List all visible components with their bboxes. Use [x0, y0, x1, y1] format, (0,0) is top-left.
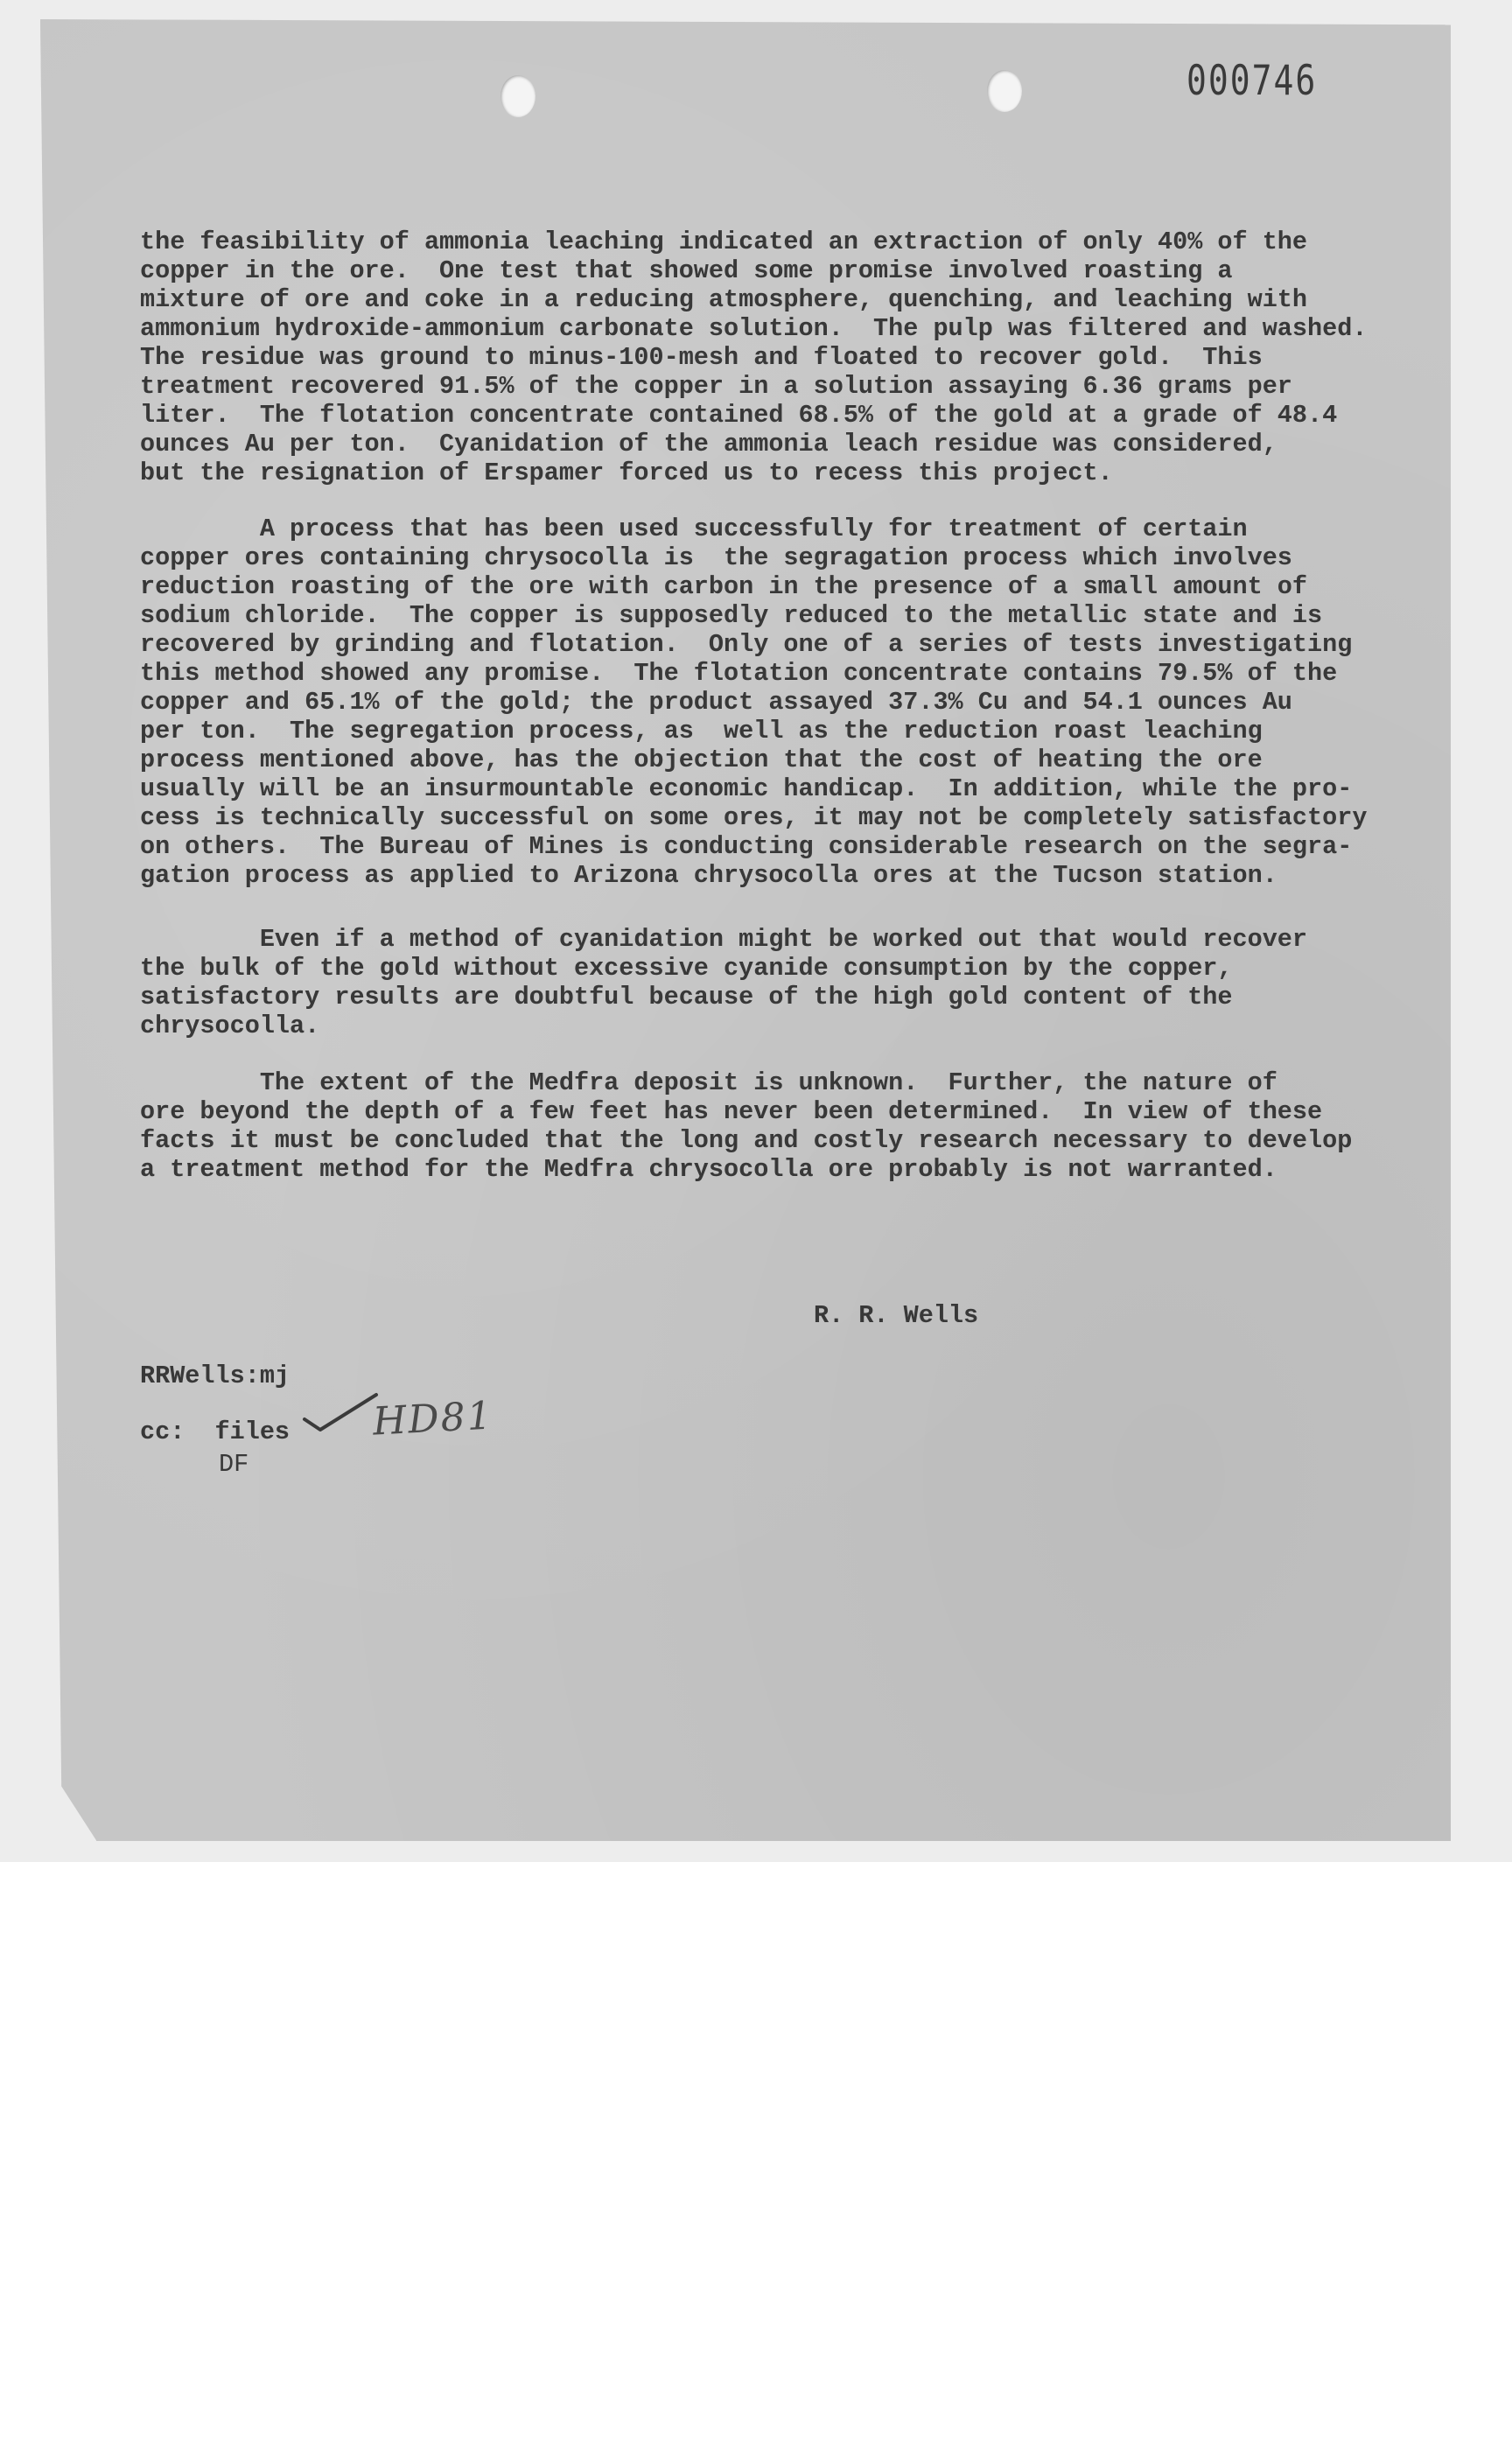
paragraph-3: Even if a method of cyanidation might be worked out that would recover the bulk of the gold without excessive cyanide consumption by the copper, satisfactory results are doubtful because of the high gold content of the chrysocolla. — [140, 925, 1308, 1040]
distribution-line: DF — [219, 1450, 249, 1479]
typist-initials: RRWells:mj — [140, 1362, 290, 1390]
cc-line: cc: files — [140, 1418, 290, 1446]
punch-hole — [500, 75, 536, 117]
paragraph-1: the feasibility of ammonia leaching indicated an extraction of only 40% of the copper in the ore. One test that showed some promise involved roasting a mixture of ore and coke in a reducing atmosphere, quenching, and leaching with ammonium hydroxide-ammonium carbonate solution. The pulp was filtered and washed. The residue was ground to minus-100-mesh and floated to recover gold. This treatment recovered 91.5% of the copper in a solution assaying 6.36 grams per liter. The flotation concentrate contained 68.5% of the gold at a grade of 48.4 ounces Au per ton. Cyanidation of the ammonia leach residue was considered, but the resignation of Erspamer forced us to recess this project. — [140, 228, 1368, 487]
handwritten-note: HD81 — [371, 1393, 494, 1445]
punch-hole — [987, 70, 1022, 112]
signature: R. R. Wells — [814, 1301, 979, 1330]
page-number: 000746 — [1186, 56, 1318, 104]
check-mark-icon — [301, 1390, 380, 1435]
paragraph-4: The extent of the Medfra deposit is unknown. Further, the nature of ore beyond the depth of a few feet has never been determined. In view of these facts it must be concluded that the long and costly research necessary to develop a treatment method for the Medfra chrysocolla ore probably is not warranted. — [140, 1068, 1353, 1184]
paragraph-2: A process that has been used successfully for treatment of certain copper ores containing chrysocolla is the segragation process which involves reduction roasting of the ore with carbon in the presence of a small amount of sodium chloride. The copper is supposedly reduced to the metallic state and is recovered by grinding and flotation. Only one of a series of tests investigating this method showed any promise. The flotation concentrate contains 79.5% of the copper and 65.1% of the gold; the product assayed 37.3% Cu and 54.1 ounces Au per ton. The segregation process, as well as the reduction roast leaching process mentioned above, has the objection that the cost of heating the ore usually will be an insurmountable economic handicap. In addition, while the pro- cess is technically successful on some ores, it may not be completely satisfactory on others. The Bureau of Mines is conducting considerable research on the segra- gation process as applied to Arizona chrysocolla ores at the Tucson station. — [140, 514, 1368, 890]
